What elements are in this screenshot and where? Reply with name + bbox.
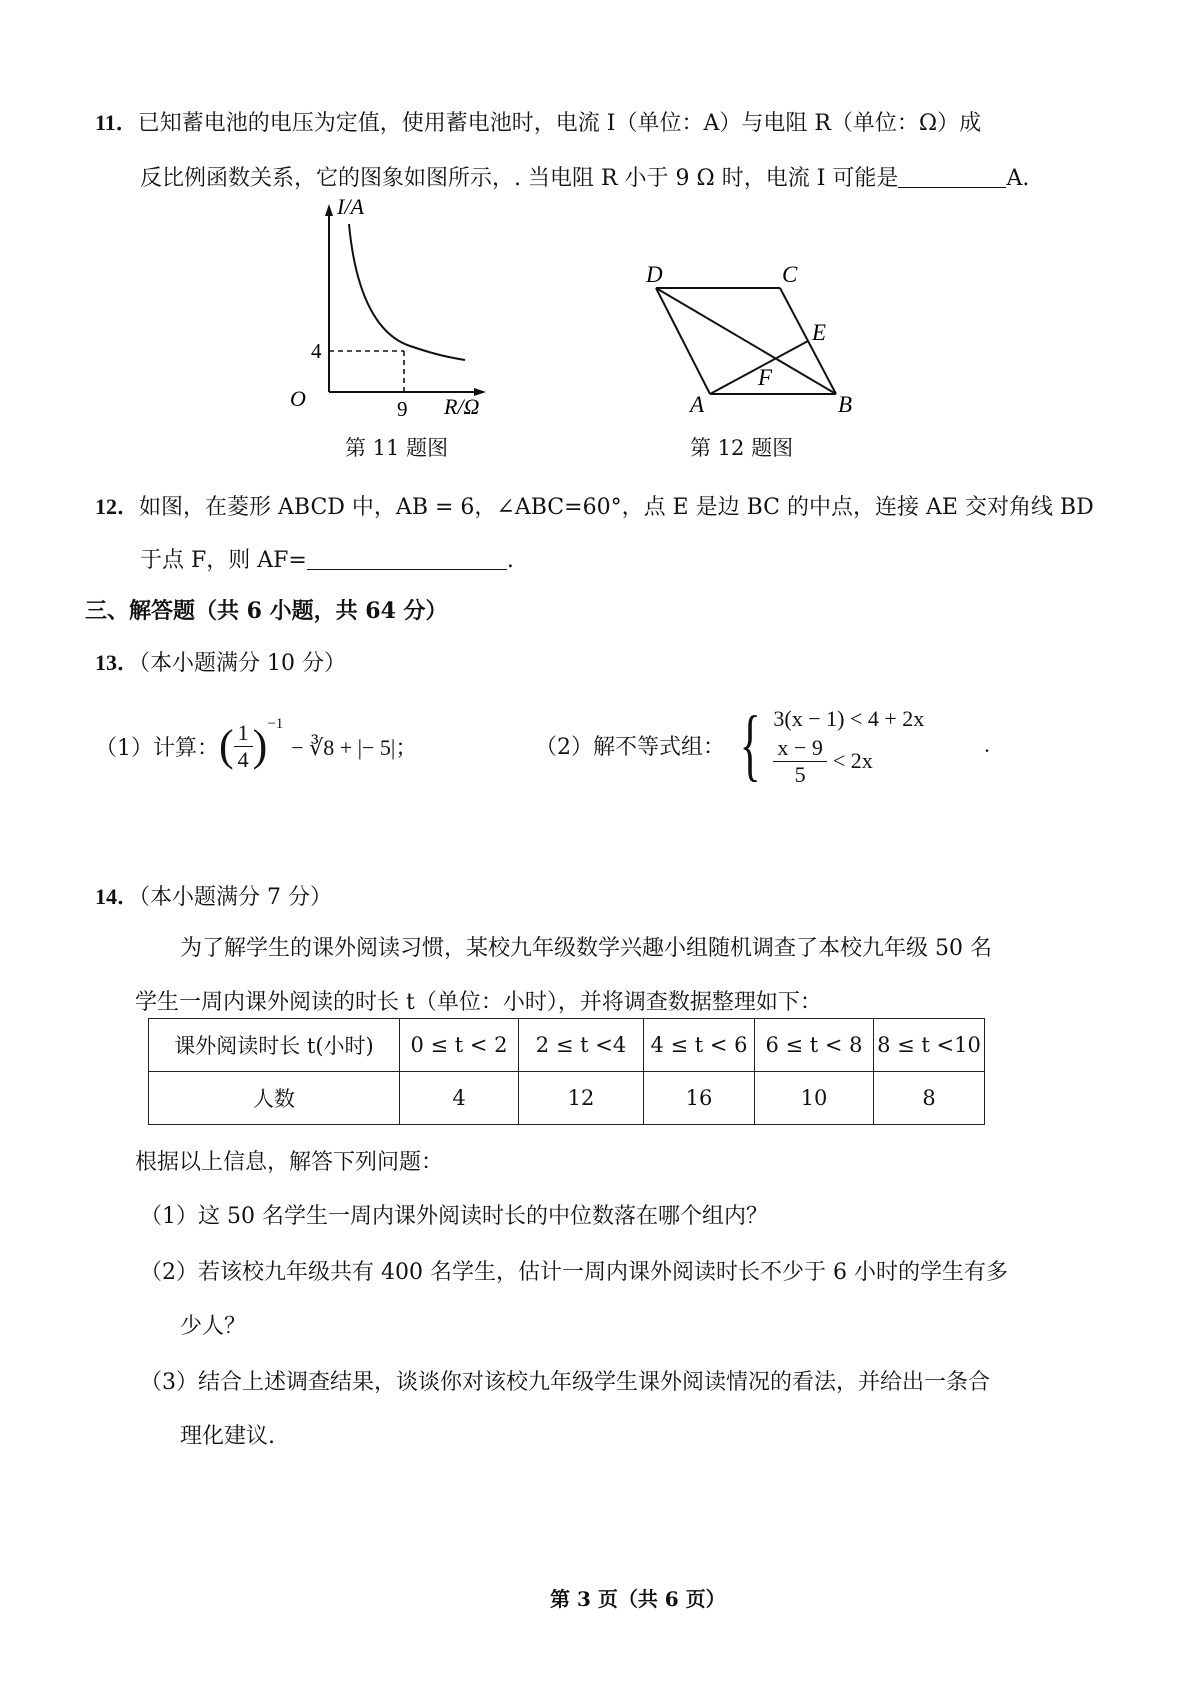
q11-unit: A. [1006,166,1030,191]
q13-frac-den: 4 [237,746,249,772]
q11-y-tick: 4 [311,339,322,363]
q12-number: 12． [95,494,140,519]
q13-part2-label: （2）解不等式组： [535,734,725,760]
q13-end-dot: . [984,732,990,757]
q12-label-A: A [690,392,705,417]
q12-label-B: B [838,392,853,417]
q13-ineq2-fraction [773,735,826,788]
q14-lead: 根据以上信息，解答下列问题： [135,1150,444,1175]
section-3-heading: 三、解答题（共 6 小题，共 64 分） [85,598,448,624]
q12-label-D: D [646,262,663,287]
table-cell: 8 [874,1072,985,1125]
q12-line2 [140,546,514,576]
q13-ineq2-den: 5 [794,761,806,787]
q13-ineq2-rest: < 2x [832,748,873,773]
q13-ineq1: 3(x − 1) < 4 + 2x [773,705,925,731]
q13-part1-label: （1）计算： [95,735,219,761]
table-header-cell: 0 ≤ t < 2 [400,1019,519,1072]
q11-hyperbola [349,224,465,360]
table-header-cell: 4 ≤ t < 6 [644,1019,755,1072]
table-cell: 16 [644,1072,755,1125]
q11-line2 [140,164,1029,194]
q12-text-1: 如图，在菱形 ABCD 中，AB = 6，∠ABC=60°，点 E 是边 BC 的中点，连接 AE 交对角线 BD [139,495,1094,520]
q14-sub2-line2: 少人？ [180,1314,247,1339]
q14-sub3-line2: 理化建议. [180,1424,275,1449]
q14-header [95,882,332,913]
q13-fraction [234,720,253,773]
q11-line1 [95,108,981,139]
q11-x-label: R/Ω [444,394,480,419]
q14-sub1: （1）这 50 名学生一周内课外阅读时长的中位数落在哪个组内？ [140,1204,768,1229]
q11-number: 11． [95,110,138,135]
q14-para1: 为了解学生的课外阅读习惯，某校九年级数学兴趣小组随机调查了本校九年级 50 名 [180,936,992,961]
q12-text-2: 于点 F，则 AF= [140,548,307,573]
q13-system [773,703,924,788]
q12-label-E: E [812,320,827,345]
table-row [149,1072,985,1125]
q14-para2: 学生一周内课外阅读的时长 t（单位：小时），并将调查数据整理如下： [135,990,822,1015]
q12-label-F: F [758,365,773,390]
table-header-cell: 8 ≤ t <10 [874,1019,985,1072]
q11-answer-blank [898,165,1006,188]
q14-sub2-line1: （2）若该校九年级共有 400 名学生，估计一周内课外阅读时长不少于 6 小时的学生有多 [140,1260,1008,1285]
table-header-cell: 6 ≤ t < 8 [755,1019,874,1072]
q14-sub3-line1: （3）结合上述调查结果，谈谈你对该校九年级学生课外阅读情况的看法，并给出一条合 [140,1370,990,1395]
q13-number: 13． [95,650,140,675]
q12-period: . [506,548,514,573]
table-header-cell: 2 ≤ t <4 [519,1019,644,1072]
q12-answer-blank [307,547,507,570]
q12-label-C: C [782,262,798,287]
q12-rhombus-figure [640,262,870,422]
q13-part2 [535,690,990,800]
table-cell: 4 [400,1072,519,1125]
q11-graph [290,194,520,430]
q11-text-1: 已知蓄电池的电压为定值，使用蓄电池时，电流 I（单位：A）与电阻 R（单位：Ω）成 [137,111,982,136]
q11-caption: 第 11 题图 [345,436,449,460]
q11-y-arrow [325,204,333,216]
table-cell: 人数 [149,1072,400,1125]
q13-exponent: −1 [267,715,284,732]
q13-score: （本小题满分 10 分） [139,651,346,676]
q13-ineq2-num: x − 9 [773,735,826,762]
table-cell: 12 [519,1072,644,1125]
page-footer: 第 3 页（共 6 页） [550,1587,726,1611]
reading-time-table [148,1018,985,1125]
table-header-cell: 课外阅读时长 t(小时) [149,1019,400,1072]
q12-caption: 第 12 题图 [690,436,794,460]
q14-score: （本小题满分 7 分） [139,885,332,910]
table-cell: 10 [755,1072,874,1125]
q13-brace: { [739,701,761,789]
q13-part1-rest: − ∛8 + |− 5|； [291,734,418,760]
q12-line1 [95,492,1094,523]
q13-paren-left: ( [219,721,234,770]
q13-frac-num: 1 [234,720,253,747]
q13-header [95,648,346,679]
q13-ineq2 [773,735,924,788]
table-header-row [149,1019,985,1072]
q13-part1 [95,706,417,786]
q13-paren-right: ) [252,721,268,770]
q11-text-2: 反比例函数关系，它的图象如图所示，. 当电阻 R 小于 9 Ω 时，电流 I 可能是 [140,166,899,191]
q11-origin: O [290,386,306,411]
q11-y-label: I/A [337,194,364,219]
q11-x-tick: 9 [397,397,408,421]
q14-number: 14． [95,884,140,909]
